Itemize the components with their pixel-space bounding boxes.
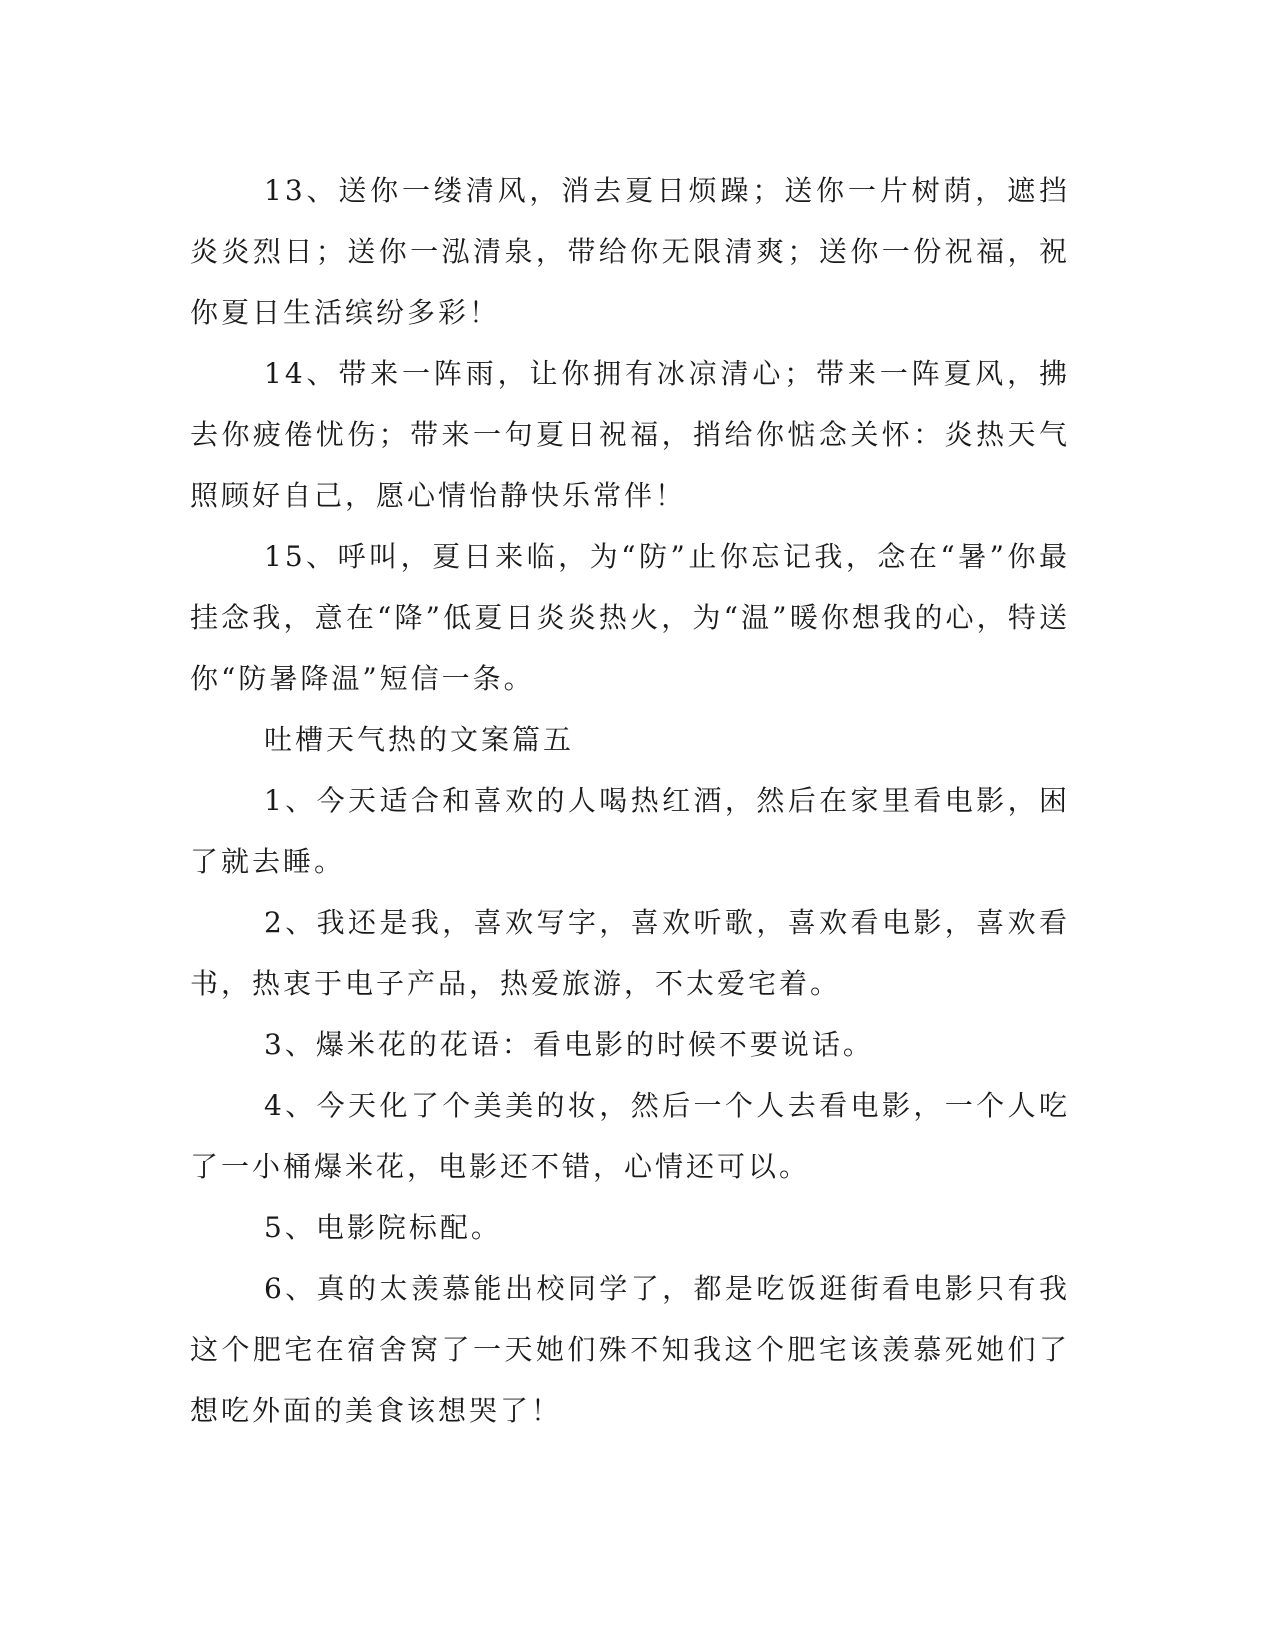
paragraph-15: 15、呼叫，夏日来临，为“防”止你忘记我，念在“暑”你最挂念我，意在“降”低夏日炎炎热火，为“温”暖你想我的心，特送你“防暑降温”短信一条。 — [190, 540, 1070, 695]
paragraph-3: 3、爆米花的花语：看电影的时候不要说话。 — [264, 1028, 874, 1061]
section-heading: 吐槽天气热的文案篇五 — [264, 723, 575, 756]
paragraph-5: 5、电影院标配。 — [264, 1211, 502, 1244]
paragraph-2: 2、我还是我，喜欢写字，喜欢听歌，喜欢看电影，喜欢看书，热衷于电子产品，热爱旅游，不太爱宅着。 — [190, 906, 1070, 1000]
paragraph-6: 6、真的太羡慕能出校同学了，都是吃饭逛街看电影只有我这个肥宅在宿舍窝了一天她们殊不知我这个肥宅该羡慕死她们了想吃外面的美食该想哭了！ — [190, 1272, 1070, 1427]
paragraph-14: 14、带来一阵雨，让你拥有冰凉清心；带来一阵夏风，拂去你疲倦忧伤；带来一句夏日祝福，捎给你惦念关怀：炎热天气照顾好自己，愿心情怡静快乐常伴！ — [190, 357, 1070, 512]
paragraph-1: 1、今天适合和喜欢的人喝热红酒，然后在家里看电影，困了就去睡。 — [190, 784, 1070, 878]
paragraph-13: 13、送你一缕清风，消去夏日烦躁；送你一片树荫，遮挡炎炎烈日；送你一泓清泉，带给你无限清爽；送你一份祝福，祝你夏日生活缤纷多彩！ — [190, 174, 1070, 329]
paragraph-4: 4、今天化了个美美的妆，然后一个人去看电影，一个人吃了一小桶爆米花，电影还不错，心情还可以。 — [190, 1089, 1070, 1183]
document-body — [190, 160, 1070, 1441]
